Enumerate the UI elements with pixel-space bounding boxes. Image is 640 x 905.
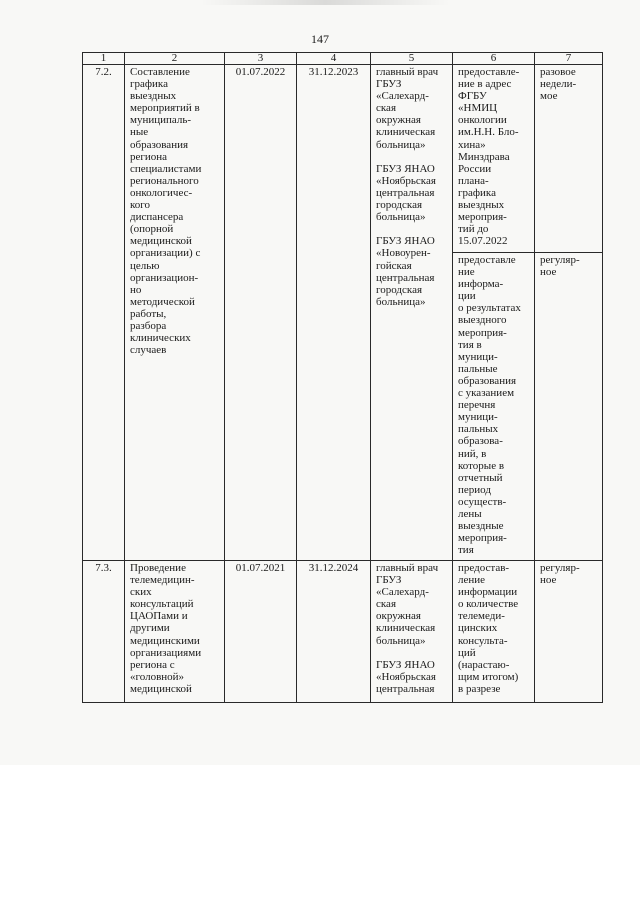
header-cell: 6: [453, 53, 535, 65]
responsible-cell: главный врач ГБУЗ «Салехард- ская окружная клиническая больница» ГБУЗ ЯНАО «Ноябрьская центральная: [371, 561, 453, 703]
periodicity-cell: разовое недели- мое: [535, 65, 603, 253]
header-cell: 7: [535, 53, 603, 65]
table-row: [83, 561, 603, 703]
row-number: 7.2.: [83, 65, 125, 561]
result-cell: предоставле ние информа- ции о результатах выездного мероприя- тия в муници- пальные образования с указанием перечня муници- пальных образова- ний, в которые в отчетный период осуществ- лены выездные мероприя- тия: [453, 253, 535, 561]
header-cell: 3: [225, 53, 297, 65]
activity-cell: Проведение телемедицин- ских консультаций ЦАОПами и другими медицинскими организациями региона с «головной» медицинской: [125, 561, 225, 703]
plan-table: [82, 52, 603, 703]
activity-cell: Составление графика выездных мероприятий в муниципаль- ные образования региона специалистами регионального онкологичес- кого диспансера (опорной медицинской организации) с целью организацион- но методической работы, разбора клинических случаев: [125, 65, 225, 561]
header-cell: 4: [297, 53, 371, 65]
result-cell: предоставле- ние в адрес ФГБУ «НМИЦ онкологии им.Н.Н. Бло- хина» Минздрава России плана- графика выездных мероприя- тий до 15.07.2022: [453, 65, 535, 253]
periodicity-cell: регуляр- ное: [535, 561, 603, 703]
table-row: [83, 65, 603, 253]
start-date-cell: 01.07.2021: [225, 561, 297, 703]
row-number: 7.3.: [83, 561, 125, 703]
end-date-cell: 31.12.2023: [297, 65, 371, 561]
periodicity-cell: регуляр- ное: [535, 253, 603, 561]
responsible-cell: главный врач ГБУЗ «Салехард- ская окружная клиническая больница» ГБУЗ ЯНАО «Ноябрьская центральная городская больница» ГБУЗ ЯНАО «Новоурен- гойская центральная городская больница»: [371, 65, 453, 561]
header-cell: 1: [83, 53, 125, 65]
blank-margin: [0, 765, 640, 905]
header-cell: 5: [371, 53, 453, 65]
start-date-cell: 01.07.2022: [225, 65, 297, 561]
result-cell: предостав- ление информации о количестве телемеди- цинских консульта- ций (нарастаю- щим итогом) в разрезе: [453, 561, 535, 703]
end-date-cell: 31.12.2024: [297, 561, 371, 703]
page-number: 147: [311, 32, 329, 46]
table-header-row: [83, 53, 603, 65]
scan-edge-shadow: [200, 0, 450, 5]
header-cell: 2: [125, 53, 225, 65]
